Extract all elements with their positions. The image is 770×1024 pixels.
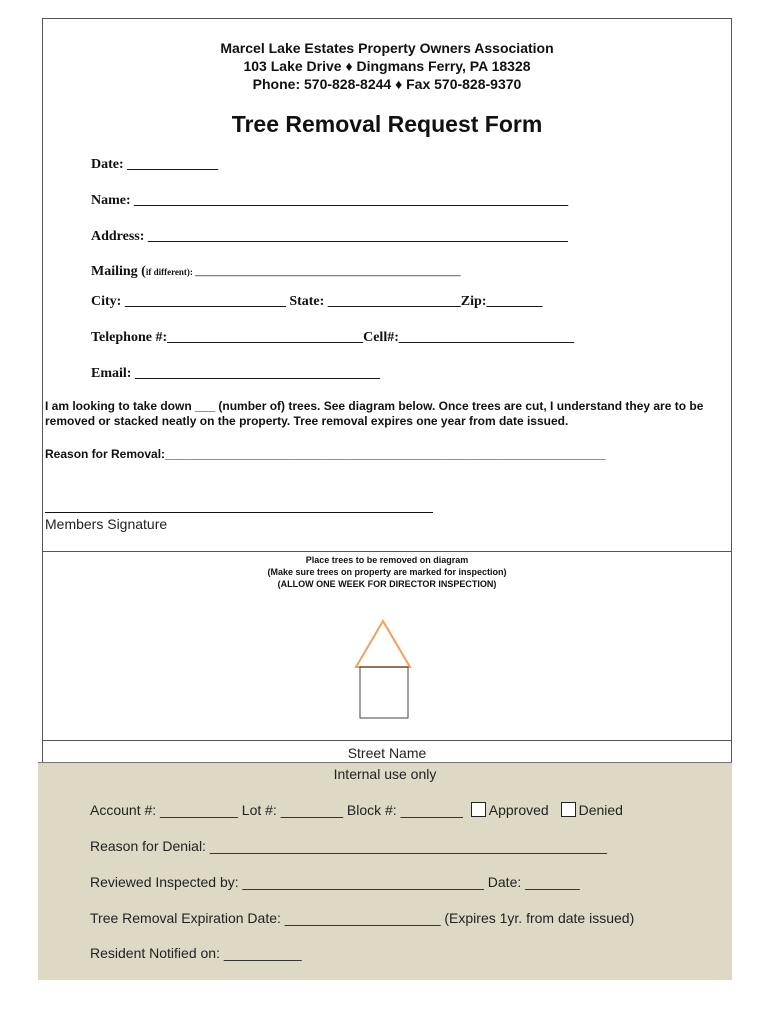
mailing-field[interactable] xyxy=(91,264,461,280)
street-name-label: Street Name xyxy=(347,745,427,761)
signature-label: Members Signature xyxy=(45,516,168,532)
resident-notified-field[interactable]: Resident Notified on: __________ xyxy=(90,945,302,961)
approved-label: Approved xyxy=(488,802,549,818)
telephone-cell-field[interactable]: Telephone #:____________________________Cell#:_________________________ xyxy=(91,330,574,345)
approved-checkbox[interactable] xyxy=(471,802,486,817)
mailing-blank: ): ___________________________________________________________ xyxy=(186,267,461,277)
email-field[interactable]: Email: ___________________________________ xyxy=(91,366,380,381)
diagram-instruction-2: (Make sure trees on property are marked for inspection) xyxy=(267,567,507,577)
diagram-instruction-1: Place trees to be removed on diagram xyxy=(305,555,469,565)
reason-for-denial-field[interactable]: Reason for Denial: ___________________________________________________ xyxy=(90,838,607,854)
diagram-top-divider xyxy=(43,551,731,552)
date-field[interactable]: Date: _____________ xyxy=(91,157,219,172)
org-phone: Phone: 570-828-8244 ♦ Fax 570-828-9370 xyxy=(252,76,522,92)
address-field[interactable]: Address: ____________________________________________________________ xyxy=(91,229,568,244)
diagram-instruction-3: (ALLOW ONE WEEK FOR DIRECTOR INSPECTION) xyxy=(277,579,497,589)
org-address: 103 Lake Drive ♦ Dingmans Ferry, PA 18328 xyxy=(243,58,531,74)
reason-for-removal-field[interactable]: Reason for Removal:__________________________________________________________________ xyxy=(45,447,606,461)
account-lot-block-fields[interactable]: Account #: __________ Lot #: ________ Block #: ________ xyxy=(90,802,463,818)
internal-use-section xyxy=(38,762,732,980)
signature-line[interactable] xyxy=(45,512,433,513)
denied-label: Denied xyxy=(578,802,623,818)
city-state-zip-field[interactable]: City: _______________________ State: ___________________Zip:________ xyxy=(91,294,543,309)
account-row xyxy=(90,802,623,818)
house-icon xyxy=(353,619,413,721)
mailing-label: Mailing ( xyxy=(91,264,146,279)
internal-use-title: Internal use only xyxy=(333,766,437,782)
mailing-note: if different xyxy=(145,267,187,277)
org-name: Marcel Lake Estates Property Owners Association xyxy=(220,40,554,56)
reviewed-inspected-field[interactable]: Reviewed Inspected by: _______________________________ Date: _______ xyxy=(90,874,580,890)
street-divider xyxy=(43,740,731,741)
denied-checkbox[interactable] xyxy=(561,802,576,817)
form-title: Tree Removal Request Form xyxy=(231,111,543,137)
removal-statement: I am looking to take down ___ (number of) trees. See diagram below. Once trees are cut, I understand they are to be removed or stacked neatly on the property. Tree removal expires one year from date issued. xyxy=(45,399,704,428)
expiration-date-field[interactable]: Tree Removal Expiration Date: ____________________ (Expires 1yr. from date issued) xyxy=(90,910,635,926)
name-field[interactable]: Name: ______________________________________________________________ xyxy=(91,193,569,208)
